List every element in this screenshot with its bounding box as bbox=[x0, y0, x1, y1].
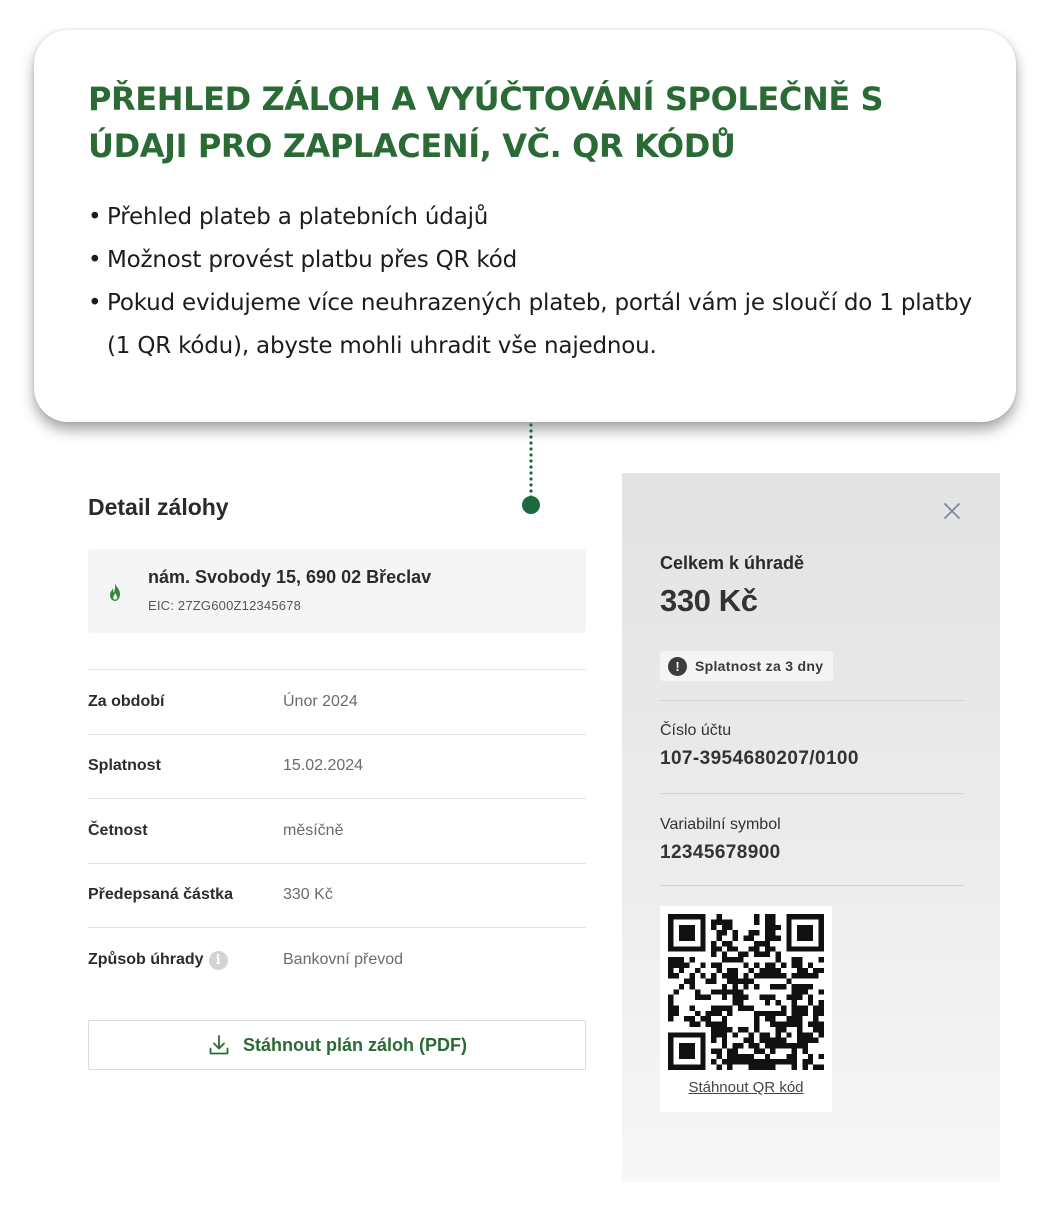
account-number-label: Číslo účtu bbox=[660, 722, 732, 739]
payment-panel bbox=[622, 473, 1000, 1182]
detail-title: Detail zálohy bbox=[88, 494, 229, 520]
row-value: 15.02.2024 bbox=[283, 757, 364, 775]
row-label-with-info bbox=[88, 951, 283, 970]
detail-row bbox=[88, 864, 586, 929]
row-value: Únor 2024 bbox=[283, 692, 358, 710]
callout-connector-dot bbox=[522, 496, 540, 514]
row-label: Předepsaná částka bbox=[88, 886, 233, 904]
feature-callout-card bbox=[34, 30, 1016, 422]
info-icon[interactable]: i bbox=[209, 951, 228, 970]
row-label: Četnost bbox=[88, 821, 148, 839]
callout-bullet: • Možnost provést platbu přes QR kód bbox=[88, 239, 976, 282]
row-label-text: Způsob úhrady bbox=[88, 951, 204, 969]
total-due-amount: 330 Kč bbox=[660, 583, 758, 618]
detail-row bbox=[88, 735, 586, 800]
qr-code-icon bbox=[668, 914, 824, 1070]
callout-title: PŘEHLED ZÁLOH A VYÚČTOVÁNÍ SPOLEČNĚ S ÚDAJI PRO ZAPLACENÍ, VČ. QR KÓDŮ bbox=[88, 80, 884, 165]
warning-icon: ! bbox=[668, 657, 687, 676]
download-icon bbox=[207, 1033, 231, 1057]
detail-table bbox=[88, 669, 586, 993]
row-value: měsíčně bbox=[283, 821, 344, 839]
callout-bullet-list bbox=[88, 196, 976, 368]
supply-point-address: nám. Svobody 15, 690 02 Břeclav bbox=[148, 567, 432, 587]
row-value: 330 Kč bbox=[283, 886, 333, 904]
detail-row bbox=[88, 799, 586, 864]
close-icon[interactable] bbox=[942, 501, 962, 521]
row-value: Bankovní převod bbox=[283, 951, 404, 969]
supply-point-card bbox=[88, 549, 586, 633]
variable-symbol-value[interactable]: 12345678900 bbox=[660, 842, 781, 863]
detail-row bbox=[88, 928, 586, 993]
supply-point-eic: EIC: 27ZG600Z12345678 bbox=[148, 598, 302, 613]
row-label: Za období bbox=[88, 692, 165, 710]
download-qr-link[interactable]: Stáhnout QR kód bbox=[688, 1079, 804, 1096]
download-plan-button[interactable] bbox=[88, 1020, 586, 1070]
qr-code-card bbox=[660, 906, 832, 1112]
divider bbox=[660, 885, 964, 886]
row-label: Splatnost bbox=[88, 757, 161, 775]
account-number-value[interactable]: 107-3954680207/0100 bbox=[660, 748, 859, 769]
callout-bullet: • Přehled plateb a platebních údajů bbox=[88, 196, 976, 239]
divider bbox=[660, 793, 964, 794]
due-status-text: Splatnost za 3 dny bbox=[695, 658, 824, 674]
detail-row bbox=[88, 670, 586, 735]
download-plan-label: Stáhnout plán záloh (PDF) bbox=[243, 1034, 467, 1055]
variable-symbol-label: Variabilní symbol bbox=[660, 816, 781, 833]
callout-bullet: • Pokud evidujeme více neuhrazených plateb, portál vám je sloučí do 1 platby (1 QR kódu), abyste mohli uhradit vše najednou. bbox=[88, 282, 976, 368]
callout-connector-line bbox=[529, 422, 533, 500]
total-due-label: Celkem k úhradě bbox=[660, 553, 805, 573]
divider bbox=[660, 700, 964, 701]
due-status-badge bbox=[660, 651, 833, 681]
flame-icon bbox=[108, 583, 122, 601]
